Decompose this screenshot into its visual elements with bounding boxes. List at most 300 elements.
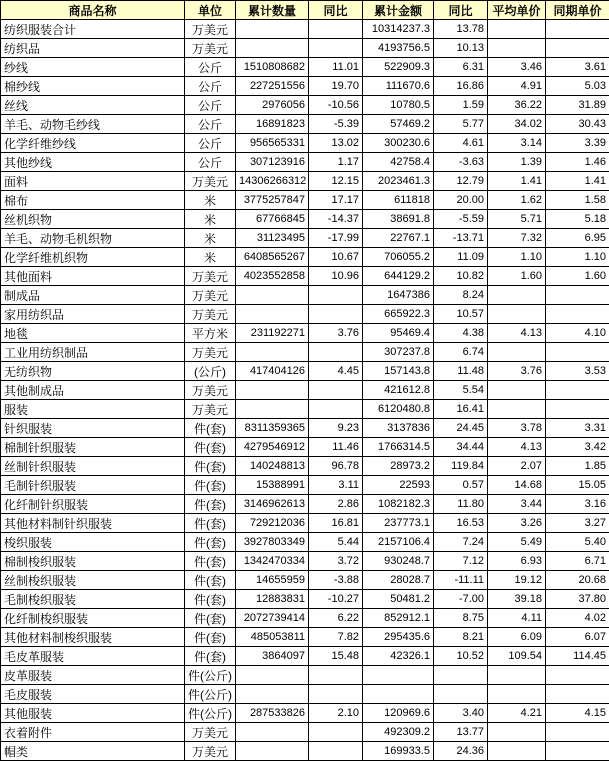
amount-yoy-cell: 16.86 — [434, 77, 488, 96]
prev-period-price-cell: 1.46 — [546, 153, 609, 172]
product-name-cell: 皮革服装 — [1, 666, 185, 685]
avg-price-cell: 1.10 — [488, 248, 546, 267]
prev-period-price-cell — [546, 305, 609, 324]
quantity-yoy-cell: 10.96 — [309, 267, 363, 286]
quantity-yoy-cell: -10.27 — [309, 590, 363, 609]
cum-amount-cell: 237773.1 — [363, 514, 434, 533]
unit-cell: 公斤 — [185, 115, 236, 134]
product-name-cell: 棉纱线 — [1, 77, 185, 96]
cum-quantity-cell — [236, 20, 309, 39]
avg-price-cell: 1.62 — [488, 191, 546, 210]
prev-period-price-cell — [546, 400, 609, 419]
prev-period-price-cell: 3.16 — [546, 495, 609, 514]
amount-yoy-cell: 16.41 — [434, 400, 488, 419]
cum-amount-cell: 42326.1 — [363, 647, 434, 666]
prev-period-price-cell: 20.68 — [546, 571, 609, 590]
quantity-yoy-cell: 13.02 — [309, 134, 363, 153]
amount-yoy-cell: -7.00 — [434, 590, 488, 609]
cum-amount-cell — [363, 666, 434, 685]
table-row — [1, 77, 609, 96]
prev-period-price-cell: 5.40 — [546, 533, 609, 552]
product-name-cell: 其他服装 — [1, 704, 185, 723]
unit-cell: 公斤 — [185, 96, 236, 115]
table-row — [1, 666, 609, 685]
unit-cell: 件(套) — [185, 419, 236, 438]
quantity-yoy-cell: 4.45 — [309, 362, 363, 381]
table-row — [1, 134, 609, 153]
cum-amount-cell: 1766314.5 — [363, 438, 434, 457]
prev-period-price-cell: 3.31 — [546, 419, 609, 438]
product-name-cell: 无纺织物 — [1, 362, 185, 381]
quantity-yoy-cell: -5.39 — [309, 115, 363, 134]
avg-price-cell: 4.21 — [488, 704, 546, 723]
quantity-yoy-cell: 1.17 — [309, 153, 363, 172]
cum-quantity-cell: 729212036 — [236, 514, 309, 533]
cum-quantity-cell — [236, 742, 309, 761]
table-row — [1, 590, 609, 609]
avg-price-cell: 1.60 — [488, 267, 546, 286]
column-header-product-name: 商品名称 — [1, 1, 185, 20]
avg-price-cell: 3.14 — [488, 134, 546, 153]
quantity-yoy-cell: 96.78 — [309, 457, 363, 476]
avg-price-cell — [488, 286, 546, 305]
product-name-cell: 化学纤维机织物 — [1, 248, 185, 267]
unit-cell: 公斤 — [185, 58, 236, 77]
product-name-cell: 棉制梭织服装 — [1, 552, 185, 571]
table-row — [1, 514, 609, 533]
cum-quantity-cell: 956565331 — [236, 134, 309, 153]
avg-price-cell: 5.71 — [488, 210, 546, 229]
column-header-cum-amount: 累计金额 — [363, 1, 434, 20]
prev-period-price-cell: 3.39 — [546, 134, 609, 153]
amount-yoy-cell: 4.38 — [434, 324, 488, 343]
cum-amount-cell: 1082182.3 — [363, 495, 434, 514]
cum-quantity-cell: 485053811 — [236, 628, 309, 647]
avg-price-cell: 19.12 — [488, 571, 546, 590]
cum-quantity-cell: 2976056 — [236, 96, 309, 115]
unit-cell: 件(公斤) — [185, 666, 236, 685]
product-name-cell: 化纤制梭织服装 — [1, 609, 185, 628]
table-row — [1, 400, 609, 419]
avg-price-cell: 6.93 — [488, 552, 546, 571]
avg-price-cell: 109.54 — [488, 647, 546, 666]
prev-period-price-cell — [546, 20, 609, 39]
product-name-cell: 制成品 — [1, 286, 185, 305]
avg-price-cell — [488, 666, 546, 685]
table-row — [1, 647, 609, 666]
product-name-cell: 丝制针织服装 — [1, 457, 185, 476]
product-name-cell: 家用纺织品 — [1, 305, 185, 324]
cum-amount-cell: 1647386 — [363, 286, 434, 305]
unit-cell: 米 — [185, 229, 236, 248]
cum-quantity-cell: 3775257847 — [236, 191, 309, 210]
table-row — [1, 229, 609, 248]
unit-cell: 万美元 — [185, 343, 236, 362]
avg-price-cell: 3.26 — [488, 514, 546, 533]
cum-amount-cell: 120969.6 — [363, 704, 434, 723]
cum-amount-cell: 492309.2 — [363, 723, 434, 742]
table-row — [1, 115, 609, 134]
cum-amount-cell: 644129.2 — [363, 267, 434, 286]
cum-amount-cell: 10314237.3 — [363, 20, 434, 39]
product-name-cell: 其他材料制梭织服装 — [1, 628, 185, 647]
unit-cell: 件(公斤) — [185, 685, 236, 704]
table-row — [1, 191, 609, 210]
unit-cell: 件(套) — [185, 609, 236, 628]
unit-cell: 件(套) — [185, 590, 236, 609]
avg-price-cell: 1.39 — [488, 153, 546, 172]
avg-price-cell: 3.44 — [488, 495, 546, 514]
cum-amount-cell: 4193756.5 — [363, 39, 434, 58]
column-header-avg-price: 平均单价 — [488, 1, 546, 20]
prev-period-price-cell — [546, 723, 609, 742]
cum-quantity-cell — [236, 400, 309, 419]
prev-period-price-cell: 6.07 — [546, 628, 609, 647]
prev-period-price-cell: 3.42 — [546, 438, 609, 457]
quantity-yoy-cell — [309, 742, 363, 761]
quantity-yoy-cell — [309, 381, 363, 400]
unit-cell: 万美元 — [185, 723, 236, 742]
quantity-yoy-cell: 3.72 — [309, 552, 363, 571]
amount-yoy-cell — [434, 666, 488, 685]
cum-quantity-cell: 4279546912 — [236, 438, 309, 457]
product-name-cell: 地毯 — [1, 324, 185, 343]
cum-amount-cell: 611818 — [363, 191, 434, 210]
cum-quantity-cell: 3927803349 — [236, 533, 309, 552]
product-name-cell: 丝机织物 — [1, 210, 185, 229]
cum-amount-cell: 169933.5 — [363, 742, 434, 761]
table-row — [1, 305, 609, 324]
unit-cell: 公斤 — [185, 134, 236, 153]
avg-price-cell: 2.07 — [488, 457, 546, 476]
amount-yoy-cell: -13.71 — [434, 229, 488, 248]
cum-amount-cell: 300230.6 — [363, 134, 434, 153]
avg-price-cell: 5.49 — [488, 533, 546, 552]
amount-yoy-cell: 5.54 — [434, 381, 488, 400]
product-name-cell: 化学纤维纱线 — [1, 134, 185, 153]
column-header-cum-quantity: 累计数量 — [236, 1, 309, 20]
quantity-yoy-cell — [309, 666, 363, 685]
avg-price-cell — [488, 39, 546, 58]
unit-cell: 公斤 — [185, 153, 236, 172]
cum-amount-cell: 522909.3 — [363, 58, 434, 77]
amount-yoy-cell: 12.79 — [434, 172, 488, 191]
column-header-amount-yoy: 同比 — [434, 1, 488, 20]
prev-period-price-cell: 1.60 — [546, 267, 609, 286]
cum-amount-cell: 6120480.8 — [363, 400, 434, 419]
product-name-cell: 棉布 — [1, 191, 185, 210]
amount-yoy-cell: 10.82 — [434, 267, 488, 286]
prev-period-price-cell: 6.95 — [546, 229, 609, 248]
product-name-cell: 化纤制针织服装 — [1, 495, 185, 514]
cum-quantity-cell: 12883831 — [236, 590, 309, 609]
amount-yoy-cell: 8.24 — [434, 286, 488, 305]
unit-cell: 万美元 — [185, 381, 236, 400]
product-name-cell: 针织服装 — [1, 419, 185, 438]
quantity-yoy-cell: 10.67 — [309, 248, 363, 267]
unit-cell: 公斤 — [185, 77, 236, 96]
quantity-yoy-cell: -10.56 — [309, 96, 363, 115]
amount-yoy-cell: 119.84 — [434, 457, 488, 476]
unit-cell: 件(套) — [185, 552, 236, 571]
avg-price-cell — [488, 685, 546, 704]
product-name-cell: 其他制成品 — [1, 381, 185, 400]
cum-quantity-cell: 8311359365 — [236, 419, 309, 438]
product-name-cell: 毛制针织服装 — [1, 476, 185, 495]
cum-quantity-cell — [236, 723, 309, 742]
amount-yoy-cell — [434, 685, 488, 704]
avg-price-cell — [488, 400, 546, 419]
table-row — [1, 267, 609, 286]
avg-price-cell: 3.46 — [488, 58, 546, 77]
unit-cell: 万美元 — [185, 305, 236, 324]
quantity-yoy-cell: 3.76 — [309, 324, 363, 343]
cum-amount-cell: 38691.8 — [363, 210, 434, 229]
prev-period-price-cell: 3.53 — [546, 362, 609, 381]
cum-amount-cell: 28028.7 — [363, 571, 434, 590]
cum-quantity-cell: 16891823 — [236, 115, 309, 134]
cum-amount-cell: 930248.7 — [363, 552, 434, 571]
prev-period-price-cell — [546, 742, 609, 761]
quantity-yoy-cell: 11.46 — [309, 438, 363, 457]
unit-cell: 件(套) — [185, 476, 236, 495]
unit-cell: 件(套) — [185, 514, 236, 533]
prev-period-price-cell: 1.10 — [546, 248, 609, 267]
amount-yoy-cell: 8.21 — [434, 628, 488, 647]
product-name-cell: 棉制针织服装 — [1, 438, 185, 457]
product-name-cell: 羊毛、动物毛机织物 — [1, 229, 185, 248]
cum-amount-cell: 852912.1 — [363, 609, 434, 628]
cum-amount-cell: 22593 — [363, 476, 434, 495]
cum-quantity-cell: 31123495 — [236, 229, 309, 248]
quantity-yoy-cell — [309, 343, 363, 362]
prev-period-price-cell: 1.85 — [546, 457, 609, 476]
table-header-row — [1, 1, 609, 20]
table-row — [1, 153, 609, 172]
amount-yoy-cell: 6.74 — [434, 343, 488, 362]
amount-yoy-cell: 11.09 — [434, 248, 488, 267]
table-row — [1, 495, 609, 514]
cum-amount-cell: 10780.5 — [363, 96, 434, 115]
prev-period-price-cell: 3.27 — [546, 514, 609, 533]
table-row — [1, 723, 609, 742]
table-row — [1, 96, 609, 115]
unit-cell: 件(套) — [185, 495, 236, 514]
table-row — [1, 20, 609, 39]
amount-yoy-cell: 3.40 — [434, 704, 488, 723]
quantity-yoy-cell: 9.23 — [309, 419, 363, 438]
cum-quantity-cell: 14306266312 — [236, 172, 309, 191]
table-row — [1, 381, 609, 400]
prev-period-price-cell — [546, 666, 609, 685]
cum-quantity-cell — [236, 286, 309, 305]
amount-yoy-cell: 1.59 — [434, 96, 488, 115]
prev-period-price-cell: 4.10 — [546, 324, 609, 343]
cum-amount-cell: 2023461.3 — [363, 172, 434, 191]
unit-cell: 件(套) — [185, 533, 236, 552]
avg-price-cell: 4.11 — [488, 609, 546, 628]
avg-price-cell: 3.78 — [488, 419, 546, 438]
cum-amount-cell: 111670.6 — [363, 77, 434, 96]
table-row — [1, 324, 609, 343]
prev-period-price-cell: 15.05 — [546, 476, 609, 495]
product-name-cell: 毛皮革服装 — [1, 647, 185, 666]
amount-yoy-cell: 10.13 — [434, 39, 488, 58]
quantity-yoy-cell — [309, 723, 363, 742]
cum-quantity-cell: 287533826 — [236, 704, 309, 723]
quantity-yoy-cell: 16.81 — [309, 514, 363, 533]
unit-cell: 件(公斤) — [185, 704, 236, 723]
table-row — [1, 476, 609, 495]
cum-amount-cell: 421612.8 — [363, 381, 434, 400]
quantity-yoy-cell: -3.88 — [309, 571, 363, 590]
amount-yoy-cell: 24.45 — [434, 419, 488, 438]
cum-amount-cell: 57469.2 — [363, 115, 434, 134]
prev-period-price-cell: 37.80 — [546, 590, 609, 609]
quantity-yoy-cell: 3.11 — [309, 476, 363, 495]
cum-quantity-cell — [236, 666, 309, 685]
avg-price-cell: 4.91 — [488, 77, 546, 96]
amount-yoy-cell: 11.80 — [434, 495, 488, 514]
avg-price-cell — [488, 742, 546, 761]
cum-quantity-cell: 417404126 — [236, 362, 309, 381]
prev-period-price-cell — [546, 381, 609, 400]
amount-yoy-cell: -11.11 — [434, 571, 488, 590]
quantity-yoy-cell — [309, 400, 363, 419]
product-name-cell: 其他材料制针织服装 — [1, 514, 185, 533]
unit-cell: (公斤) — [185, 362, 236, 381]
cum-quantity-cell: 307123916 — [236, 153, 309, 172]
unit-cell: 万美元 — [185, 39, 236, 58]
table-row — [1, 172, 609, 191]
column-header-prev-period-price: 同期单价 — [546, 1, 609, 20]
table-row — [1, 533, 609, 552]
amount-yoy-cell: 5.77 — [434, 115, 488, 134]
avg-price-cell — [488, 723, 546, 742]
unit-cell: 万美元 — [185, 172, 236, 191]
unit-cell: 万美元 — [185, 286, 236, 305]
product-name-cell: 面料 — [1, 172, 185, 191]
amount-yoy-cell: 4.61 — [434, 134, 488, 153]
cum-quantity-cell — [236, 305, 309, 324]
avg-price-cell: 4.13 — [488, 324, 546, 343]
avg-price-cell — [488, 305, 546, 324]
cum-quantity-cell — [236, 381, 309, 400]
amount-yoy-cell: 10.57 — [434, 305, 488, 324]
table-row — [1, 286, 609, 305]
quantity-yoy-cell: 5.44 — [309, 533, 363, 552]
product-name-cell: 羊毛、动物毛纱线 — [1, 115, 185, 134]
avg-price-cell: 7.32 — [488, 229, 546, 248]
amount-yoy-cell: 13.78 — [434, 20, 488, 39]
column-header-unit: 单位 — [185, 1, 236, 20]
table-row — [1, 362, 609, 381]
unit-cell: 件(套) — [185, 628, 236, 647]
unit-cell: 件(套) — [185, 647, 236, 666]
product-name-cell: 工业用纺织制品 — [1, 343, 185, 362]
unit-cell: 万美元 — [185, 267, 236, 286]
unit-cell: 米 — [185, 248, 236, 267]
quantity-yoy-cell — [309, 20, 363, 39]
product-name-cell: 丝制梭织服装 — [1, 571, 185, 590]
unit-cell: 件(套) — [185, 438, 236, 457]
quantity-yoy-cell: 11.01 — [309, 58, 363, 77]
cum-amount-cell: 2157106.4 — [363, 533, 434, 552]
prev-period-price-cell: 3.61 — [546, 58, 609, 77]
quantity-yoy-cell: 17.17 — [309, 191, 363, 210]
avg-price-cell — [488, 20, 546, 39]
product-name-cell: 帽类 — [1, 742, 185, 761]
table-row — [1, 248, 609, 267]
cum-amount-cell: 157143.8 — [363, 362, 434, 381]
prev-period-price-cell: 31.89 — [546, 96, 609, 115]
product-name-cell: 纺织品 — [1, 39, 185, 58]
column-header-quantity-yoy: 同比 — [309, 1, 363, 20]
cum-quantity-cell — [236, 343, 309, 362]
product-name-cell: 其他纱线 — [1, 153, 185, 172]
amount-yoy-cell: 34.44 — [434, 438, 488, 457]
amount-yoy-cell: 0.57 — [434, 476, 488, 495]
quantity-yoy-cell: 15.48 — [309, 647, 363, 666]
table-row — [1, 609, 609, 628]
product-name-cell: 毛制梭织服装 — [1, 590, 185, 609]
avg-price-cell: 36.22 — [488, 96, 546, 115]
cum-quantity-cell: 6408565267 — [236, 248, 309, 267]
cum-quantity-cell: 1510808682 — [236, 58, 309, 77]
prev-period-price-cell: 1.58 — [546, 191, 609, 210]
prev-period-price-cell: 114.45 — [546, 647, 609, 666]
amount-yoy-cell: 11.48 — [434, 362, 488, 381]
quantity-yoy-cell: 2.10 — [309, 704, 363, 723]
quantity-yoy-cell — [309, 685, 363, 704]
quantity-yoy-cell: -17.99 — [309, 229, 363, 248]
cum-quantity-cell: 2072739414 — [236, 609, 309, 628]
table-row — [1, 438, 609, 457]
avg-price-cell: 14.68 — [488, 476, 546, 495]
table-row — [1, 685, 609, 704]
prev-period-price-cell: 4.02 — [546, 609, 609, 628]
avg-price-cell: 6.09 — [488, 628, 546, 647]
prev-period-price-cell: 1.41 — [546, 172, 609, 191]
quantity-yoy-cell — [309, 39, 363, 58]
amount-yoy-cell: 13.77 — [434, 723, 488, 742]
avg-price-cell — [488, 381, 546, 400]
cum-quantity-cell: 1342470334 — [236, 552, 309, 571]
table-row — [1, 419, 609, 438]
prev-period-price-cell: 30.43 — [546, 115, 609, 134]
prev-period-price-cell: 5.03 — [546, 77, 609, 96]
amount-yoy-cell: 6.31 — [434, 58, 488, 77]
prev-period-price-cell — [546, 286, 609, 305]
amount-yoy-cell: 7.12 — [434, 552, 488, 571]
prev-period-price-cell — [546, 343, 609, 362]
unit-cell: 件(套) — [185, 571, 236, 590]
unit-cell: 平方米 — [185, 324, 236, 343]
cum-quantity-cell — [236, 39, 309, 58]
cum-amount-cell: 3137836 — [363, 419, 434, 438]
table-row — [1, 571, 609, 590]
cum-amount-cell: 665922.3 — [363, 305, 434, 324]
amount-yoy-cell: 20.00 — [434, 191, 488, 210]
cum-quantity-cell: 67766845 — [236, 210, 309, 229]
amount-yoy-cell: -3.63 — [434, 153, 488, 172]
cum-quantity-cell: 3146962613 — [236, 495, 309, 514]
quantity-yoy-cell: 7.82 — [309, 628, 363, 647]
cum-quantity-cell: 231192271 — [236, 324, 309, 343]
cum-amount-cell: 50481.2 — [363, 590, 434, 609]
quantity-yoy-cell: 12.15 — [309, 172, 363, 191]
unit-cell: 米 — [185, 191, 236, 210]
